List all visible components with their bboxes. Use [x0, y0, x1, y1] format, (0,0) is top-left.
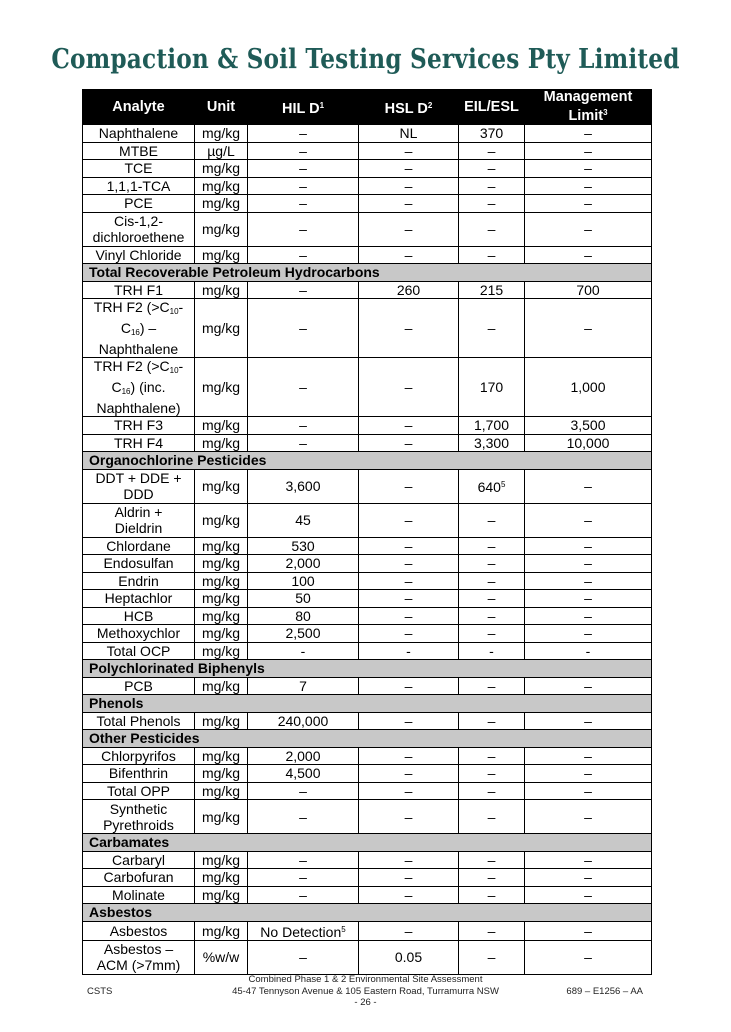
- cell-hsl: –: [359, 212, 459, 246]
- cell-eil: –: [459, 299, 525, 358]
- cell-mgmt: –: [525, 572, 652, 590]
- cell-hsl: –: [359, 677, 459, 695]
- cell-unit: mg/kg: [195, 555, 248, 573]
- cell-mgmt: –: [525, 851, 652, 869]
- cell-mgmt: –: [525, 177, 652, 195]
- cell-hsl: –: [359, 712, 459, 730]
- cell-mgmt: –: [525, 765, 652, 783]
- table-row: [83, 358, 652, 417]
- section-row: [83, 834, 652, 852]
- cell-mgmt: –: [525, 747, 652, 765]
- cell-eil: –: [459, 747, 525, 765]
- cell-eil: –: [459, 765, 525, 783]
- table-row: [83, 782, 652, 800]
- section-ocp: Organochlorine Pesticides: [83, 452, 652, 470]
- cell-hsl: –: [359, 142, 459, 160]
- footnote-sup: 5: [341, 924, 346, 934]
- cell-analyte: Endrin: [83, 572, 195, 590]
- cell-analyte: Total OCP: [83, 642, 195, 660]
- cell-mgmt: –: [525, 625, 652, 643]
- cell-eil: –: [459, 212, 525, 246]
- cell-hsl: –: [359, 246, 459, 264]
- cell-hsl: –: [359, 607, 459, 625]
- cell-analyte: TCE: [83, 160, 195, 178]
- section-row: [83, 452, 652, 470]
- cell-hil: 2,500: [248, 625, 359, 643]
- cell-eil: –: [459, 142, 525, 160]
- table-header-row: [83, 90, 652, 125]
- cell-unit: mg/kg: [195, 469, 248, 503]
- cell-eil: –: [459, 160, 525, 178]
- cell-unit: mg/kg: [195, 607, 248, 625]
- eil-value: 640: [477, 479, 501, 495]
- cell-hil: –: [248, 940, 359, 974]
- cell-analyte: Chlordane: [83, 537, 195, 555]
- footer-address: 45-47 Tennyson Avenue & 105 Eastern Road, Turramurra NSW: [232, 985, 499, 997]
- cell-hsl: –: [359, 869, 459, 887]
- cell-unit: mg/kg: [195, 434, 248, 452]
- cell-analyte: TRH F3: [83, 417, 195, 435]
- cell-hil: 80: [248, 607, 359, 625]
- cell-mgmt: –: [525, 607, 652, 625]
- header-hil-sup: 1: [319, 100, 325, 110]
- cell-eil: 170: [459, 358, 525, 417]
- table-row: [83, 590, 652, 608]
- table-row: [83, 712, 652, 730]
- table-row: [83, 765, 652, 783]
- header-hsl-sup: 2: [427, 100, 433, 110]
- footer-report-title: Combined Phase 1 & 2 Environmental Site Assessment: [248, 974, 483, 985]
- cell-analyte: TRH F1: [83, 281, 195, 299]
- cell-mgmt: –: [525, 125, 652, 143]
- cell-unit: mg/kg: [195, 625, 248, 643]
- table-row: [83, 572, 652, 590]
- cell-mgmt: –: [525, 195, 652, 213]
- cell-unit: mg/kg: [195, 765, 248, 783]
- table-row: [83, 677, 652, 695]
- table-row: [83, 246, 652, 264]
- header-mgmt: [525, 90, 652, 125]
- header-mgmt-line2: Limit: [568, 108, 604, 124]
- cell-eil: –: [459, 800, 525, 834]
- cell-eil: 3,300: [459, 434, 525, 452]
- analyte-sub: 16: [121, 387, 131, 396]
- cell-hil: 3,600: [248, 469, 359, 503]
- cell-eil: –: [459, 503, 525, 537]
- cell-analyte: Heptachlor: [83, 590, 195, 608]
- cell-mgmt: –: [525, 555, 652, 573]
- section-row: [83, 264, 652, 282]
- cell-hil: –: [248, 281, 359, 299]
- header-eil: EIL/ESL: [459, 90, 525, 125]
- cell-hil: -: [248, 642, 359, 660]
- cell-unit: mg/kg: [195, 590, 248, 608]
- header-hsl: [359, 90, 459, 125]
- cell-unit: mg/kg: [195, 299, 248, 358]
- analyte-text: TRH F2 (>C: [93, 358, 170, 374]
- header-hil-label: HIL D: [281, 100, 320, 117]
- footnote-sup: 5: [500, 480, 506, 489]
- cell-hil: –: [248, 434, 359, 452]
- cell-hsl: –: [359, 782, 459, 800]
- cell-hsl: –: [359, 177, 459, 195]
- table-row: [83, 212, 652, 246]
- table-row: [83, 417, 652, 435]
- cell-analyte: [83, 299, 195, 358]
- table-row: [83, 940, 652, 974]
- cell-hil: 240,000: [248, 712, 359, 730]
- cell-hil: 2,000: [248, 555, 359, 573]
- analyte-text: ) –: [139, 320, 157, 336]
- table-row: [83, 869, 652, 887]
- cell-hil: 7: [248, 677, 359, 695]
- cell-mgmt: –: [525, 246, 652, 264]
- table-row: [83, 642, 652, 660]
- cell-hsl: –: [359, 434, 459, 452]
- cell-mgmt: –: [525, 886, 652, 904]
- cell-analyte: [83, 358, 195, 417]
- analyte-text: TRH F2 (>C: [93, 299, 170, 315]
- cell-analyte: Methoxychlor: [83, 625, 195, 643]
- analyte-sub: 16: [130, 328, 140, 337]
- cell-analyte: Bifenthrin: [83, 765, 195, 783]
- cell-eil: 370: [459, 125, 525, 143]
- cell-unit: mg/kg: [195, 800, 248, 834]
- cell-analyte: 1,1,1-TCA: [83, 177, 195, 195]
- cell-hil: 45: [248, 503, 359, 537]
- cell-unit: mg/kg: [195, 642, 248, 660]
- cell-analyte: [83, 212, 195, 246]
- cell-mgmt: 1,000: [525, 358, 652, 417]
- cell-eil: –: [459, 625, 525, 643]
- cell-unit: mg/kg: [195, 246, 248, 264]
- cell-eil: –: [459, 782, 525, 800]
- cell-hsl: –: [359, 765, 459, 783]
- analyte-text: C: [120, 320, 131, 336]
- analyte-line2: ACM (>7mm): [96, 957, 181, 973]
- cell-hsl: –: [359, 747, 459, 765]
- cell-eil: –: [459, 572, 525, 590]
- cell-hsl: –: [359, 555, 459, 573]
- cell-hil: –: [248, 851, 359, 869]
- cell-hil: –: [248, 212, 359, 246]
- analyte-line1: Synthetic: [109, 800, 168, 817]
- section-row: [83, 660, 652, 678]
- cell-analyte: HCB: [83, 607, 195, 625]
- cell-eil: 1,700: [459, 417, 525, 435]
- cell-hil: –: [248, 195, 359, 213]
- cell-mgmt: –: [525, 142, 652, 160]
- analyte-text: ) (inc.: [130, 379, 166, 395]
- cell-mgmt: 10,000: [525, 434, 652, 452]
- header-hsl-label: HSL D: [384, 100, 428, 117]
- table-row: [83, 469, 652, 503]
- cell-unit: mg/kg: [195, 281, 248, 299]
- cell-eil: –: [459, 607, 525, 625]
- cell-analyte: TRH F4: [83, 434, 195, 452]
- cell-unit: mg/kg: [195, 869, 248, 887]
- table-row: [83, 434, 652, 452]
- cell-unit: mg/kg: [195, 747, 248, 765]
- cell-hsl: –: [359, 503, 459, 537]
- cell-hil: –: [248, 869, 359, 887]
- cell-mgmt: –: [525, 160, 652, 178]
- cell-hsl: -: [359, 642, 459, 660]
- table-row: [83, 299, 652, 358]
- cell-mgmt: –: [525, 869, 652, 887]
- cell-analyte: [83, 469, 195, 503]
- cell-mgmt: –: [525, 921, 652, 940]
- section-phenols: Phenols: [83, 695, 652, 713]
- cell-eil: –: [459, 555, 525, 573]
- cell-unit: %w/w: [195, 940, 248, 974]
- cell-analyte: [83, 800, 195, 834]
- cell-hsl: –: [359, 195, 459, 213]
- cell-analyte: Asbestos: [83, 921, 195, 940]
- cell-eil: 215: [459, 281, 525, 299]
- analyte-text: C: [111, 379, 122, 395]
- cell-hsl: NL: [359, 125, 459, 143]
- cell-analyte: Total Phenols: [83, 712, 195, 730]
- section-row: [83, 904, 652, 922]
- analyte-line2: Pyrethroids: [103, 816, 174, 833]
- cell-hil: –: [248, 125, 359, 143]
- cell-hsl: –: [359, 299, 459, 358]
- cell-mgmt: –: [525, 212, 652, 246]
- header-mgmt-line1: Management: [543, 89, 633, 105]
- cell-mgmt: –: [525, 800, 652, 834]
- table-row: [83, 607, 652, 625]
- cell-hil: –: [248, 177, 359, 195]
- cell-unit: mg/kg: [195, 782, 248, 800]
- cell-analyte: [83, 503, 195, 537]
- cell-hsl: –: [359, 537, 459, 555]
- analyte-line1: Cis-1,2-: [113, 213, 163, 229]
- table-row: [83, 555, 652, 573]
- cell-mgmt: -: [525, 642, 652, 660]
- cell-mgmt: –: [525, 677, 652, 695]
- table-row: [83, 503, 652, 537]
- table-row: [83, 851, 652, 869]
- analyte-line2: DDD: [123, 486, 154, 502]
- cell-mgmt: –: [525, 537, 652, 555]
- cell-unit: mg/kg: [195, 712, 248, 730]
- cell-hil: –: [248, 246, 359, 264]
- cell-unit: mg/kg: [195, 417, 248, 435]
- cell-hil: [248, 921, 359, 940]
- cell-unit: mg/kg: [195, 358, 248, 417]
- cell-eil: –: [459, 177, 525, 195]
- cell-analyte: Total OPP: [83, 782, 195, 800]
- cell-hsl: –: [359, 590, 459, 608]
- cell-mgmt: –: [525, 299, 652, 358]
- cell-mgmt: 700: [525, 281, 652, 299]
- analyte-table: [82, 89, 652, 975]
- cell-hsl: –: [359, 625, 459, 643]
- cell-hil: –: [248, 417, 359, 435]
- cell-eil: –: [459, 537, 525, 555]
- cell-hil: 100: [248, 572, 359, 590]
- cell-eil: –: [459, 921, 525, 940]
- section-asbestos: Asbestos: [83, 904, 652, 922]
- cell-eil: –: [459, 712, 525, 730]
- cell-hsl: 260: [359, 281, 459, 299]
- cell-mgmt: 3,500: [525, 417, 652, 435]
- cell-hsl: 0.05: [359, 940, 459, 974]
- analyte-text: -: [178, 299, 184, 315]
- cell-analyte: Vinyl Chloride: [83, 246, 195, 264]
- footer-left: CSTS: [87, 986, 113, 997]
- cell-hil: 530: [248, 537, 359, 555]
- header-hil: [248, 90, 359, 125]
- cell-hsl: –: [359, 921, 459, 940]
- table-row: [83, 800, 652, 834]
- table-row: [83, 281, 652, 299]
- cell-eil: –: [459, 195, 525, 213]
- section-other-pesticides: Other Pesticides: [83, 730, 652, 748]
- section-pcb: Polychlorinated Biphenyls: [83, 660, 652, 678]
- cell-unit: mg/kg: [195, 921, 248, 940]
- cell-eil: –: [459, 246, 525, 264]
- analyte-text: -: [178, 358, 184, 374]
- cell-hsl: –: [359, 160, 459, 178]
- table-row: [83, 195, 652, 213]
- cell-unit: mg/kg: [195, 212, 248, 246]
- cell-hil: 4,500: [248, 765, 359, 783]
- analyte-sub: 10: [169, 307, 179, 316]
- table-row: [83, 125, 652, 143]
- section-trh: Total Recoverable Petroleum Hydrocarbons: [83, 264, 652, 282]
- cell-hil: 50: [248, 590, 359, 608]
- section-carbamates: Carbamates: [83, 834, 652, 852]
- table-row: [83, 921, 652, 940]
- table-row: [83, 142, 652, 160]
- table-row: [83, 160, 652, 178]
- analyte-line1: DDT + DDE +: [95, 470, 182, 486]
- cell-unit: mg/kg: [195, 677, 248, 695]
- hil-value: No Detection: [260, 923, 342, 940]
- cell-analyte: [83, 940, 195, 974]
- cell-mgmt: –: [525, 782, 652, 800]
- cell-analyte: Carbofuran: [83, 869, 195, 887]
- cell-unit: mg/kg: [195, 177, 248, 195]
- cell-mgmt: –: [525, 940, 652, 974]
- cell-mgmt: –: [525, 469, 652, 503]
- section-row: [83, 730, 652, 748]
- footer-right: 689 – E1256 – AA: [566, 986, 643, 997]
- cell-analyte: Molinate: [83, 886, 195, 904]
- cell-hsl: –: [359, 800, 459, 834]
- cell-analyte: PCE: [83, 195, 195, 213]
- cell-hsl: –: [359, 417, 459, 435]
- cell-hil: –: [248, 142, 359, 160]
- cell-hsl: –: [359, 572, 459, 590]
- cell-unit: mg/kg: [195, 572, 248, 590]
- cell-hil: –: [248, 782, 359, 800]
- cell-eil: –: [459, 851, 525, 869]
- cell-mgmt: –: [525, 590, 652, 608]
- cell-analyte: PCB: [83, 677, 195, 695]
- cell-hsl: –: [359, 851, 459, 869]
- analyte-table-container: [82, 89, 651, 975]
- analyte-text: Naphthalene: [98, 341, 179, 357]
- cell-eil: –: [459, 940, 525, 974]
- cell-hsl: –: [359, 469, 459, 503]
- analyte-sub: 10: [169, 366, 179, 375]
- cell-mgmt: –: [525, 712, 652, 730]
- footer-page-number: - 26 -: [354, 997, 377, 1008]
- analyte-line1: Asbestos –: [103, 941, 174, 957]
- cell-analyte: Carbaryl: [83, 851, 195, 869]
- table-row: [83, 625, 652, 643]
- analyte-line1: Aldrin +: [114, 504, 163, 520]
- cell-analyte: Endosulfan: [83, 555, 195, 573]
- cell-analyte: Naphthalene: [83, 125, 195, 143]
- cell-eil: –: [459, 590, 525, 608]
- analyte-text: Naphthalene): [96, 400, 181, 416]
- analyte-line2: Dieldrin: [114, 520, 163, 536]
- cell-analyte: MTBE: [83, 142, 195, 160]
- cell-analyte: Chlorpyrifos: [83, 747, 195, 765]
- cell-unit: mg/kg: [195, 851, 248, 869]
- cell-mgmt: –: [525, 503, 652, 537]
- cell-unit: mg/kg: [195, 503, 248, 537]
- table-row: [83, 177, 652, 195]
- cell-hil: –: [248, 886, 359, 904]
- analyte-line2: dichloroethene: [92, 229, 185, 245]
- cell-hil: –: [248, 800, 359, 834]
- section-row: [83, 695, 652, 713]
- cell-eil: -: [459, 642, 525, 660]
- table-row: [83, 886, 652, 904]
- company-title: Compaction & Soil Testing Services Pty Limited: [51, 44, 680, 75]
- cell-hsl: –: [359, 358, 459, 417]
- header-analyte: Analyte: [83, 90, 195, 125]
- cell-eil: –: [459, 886, 525, 904]
- cell-unit: mg/kg: [195, 886, 248, 904]
- cell-eil: –: [459, 869, 525, 887]
- cell-hil: –: [248, 358, 359, 417]
- cell-hil: –: [248, 299, 359, 358]
- table-row: [83, 747, 652, 765]
- header-mgmt-sup: 3: [603, 108, 608, 117]
- cell-eil: [459, 469, 525, 503]
- cell-hsl: –: [359, 886, 459, 904]
- table-row: [83, 537, 652, 555]
- cell-unit: mg/kg: [195, 195, 248, 213]
- cell-unit: mg/kg: [195, 160, 248, 178]
- cell-eil: –: [459, 677, 525, 695]
- cell-unit: µg/L: [195, 142, 248, 160]
- cell-unit: mg/kg: [195, 537, 248, 555]
- cell-hil: –: [248, 160, 359, 178]
- cell-hil: 2,000: [248, 747, 359, 765]
- header-unit: Unit: [195, 90, 248, 125]
- cell-unit: mg/kg: [195, 125, 248, 143]
